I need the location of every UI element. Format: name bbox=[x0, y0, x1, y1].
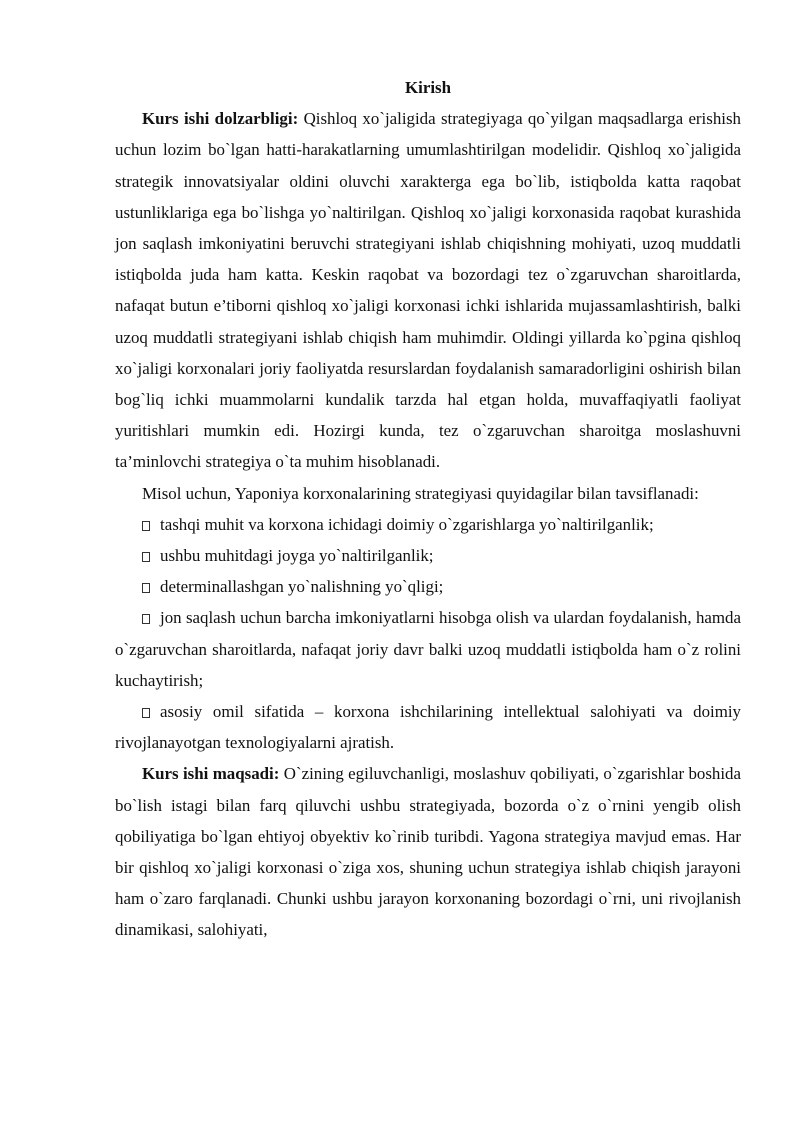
page-title: Kirish bbox=[405, 78, 451, 97]
list-item bbox=[115, 571, 741, 602]
list-item-text: asosiy omil sifatida – korxona ishchilarining intellektual salohiyati va doimiy rivojlanayotgan texnologiyalarni ajratish. bbox=[115, 702, 741, 753]
list-item bbox=[115, 602, 741, 696]
relevance-heading: Kurs ishi dolzarbligi: bbox=[142, 109, 299, 129]
list-item-text: jon saqlash uchun barcha imkoniyatlarni hisobga olish va ulardan foydalanish, hamda o`zgaruvchan sharoitlarda, nafaqat joriy davr balki uzoq muddatli istiqbolda ham o`z rolini kuchaytirish; bbox=[115, 608, 741, 690]
list-item-text: tashqi muhit va korxona ichidagi doimiy o`zgarishlarga yo`naltirilganlik; bbox=[160, 514, 654, 534]
list-item bbox=[115, 509, 741, 540]
paragraph-goal bbox=[115, 758, 741, 945]
bullet-icon bbox=[142, 614, 150, 624]
goal-heading: Kurs ishi maqsadi: bbox=[142, 764, 280, 784]
list-item-text: determinallashgan yo`nalishning yo`qligi; bbox=[160, 577, 444, 597]
paragraph-relevance bbox=[115, 103, 741, 477]
list-item bbox=[115, 540, 741, 571]
relevance-text: Qishloq xo`jaligida strategiyaga qo`yilgan maqsadlarga erishish uchun lozim bo`lgan hatti-harakatlarning umumlashtirilgan modelidir. Qishloq xo`jaligida strategik innovatsiyalar oldini oluvchi xarakterga ega bo`lib, istiqbolda katta raqobat ustunliklariga ega bo`lishga yo`naltirilgan. Qishloq xo`jaligi korxonasida raqobat kurashida jon saqlash imkoniyatini beruvchi strategiyani ishlab chiqishning mohiyati, uzoq muddatli istiqbolda juda ham katta. Keskin raqobat va bozordagi tez o`zgaruvchan sharoitlarda, nafaqat butun e’tiborni qishloq xo`jaligi korxonasi ichki ishlarida mujassamlashtirish, balki uzoq muddatli strategiyani ishlab chiqish ham muhimdir. Oldingi yillarda ko`pgina qishloq xo`jaligi korxonalari joriy faoliyatda resurslardan foydalanish samaradorligini oshirish bilan bog`liq ichki muammolarni kundalik tarzda hal etgan holda, muvaffaqiyatli faoliyat yuritishlari mumkin edi. Hozirgi kunda, tez o`zgaruvchan sharoitga moslashuvni ta’minlovchi strategiya o`ta muhim hisoblanadi. bbox=[115, 109, 741, 472]
list-item-text: ushbu muhitdagi joyga yo`naltirilganlik; bbox=[160, 546, 434, 566]
paragraph-example: Misol uchun, Yaponiya korxonalarining strategiyasi quyidagilar bilan tavsiflanadi: bbox=[142, 483, 699, 503]
list-item bbox=[115, 696, 741, 758]
goal-text: O`zining egiluvchanligi, moslashuv qobiliyati, o`zgarishlar boshida bo`lish istagi bilan farq qiluvchi ushbu strategiyada, bozorda o`z o`rnini yengib olish qobiliyatiga bo`lgan ehtiyoj obyektiv ko`rinib turibdi. Yagona strategiya mavjud emas. Har bir qishloq xo`jaligi korxonasi o`ziga xos, shuning uchun strategiya ishlab chiqish jarayoni ham o`zaro farqlanadi. Chunki ushbu jarayon korxonaning bozordagi o`rni, uni rivojlanish dinamikasi, salohiyati, bbox=[115, 764, 741, 940]
bullet-icon bbox=[142, 521, 150, 531]
document-page bbox=[115, 72, 741, 946]
bullet-icon bbox=[142, 708, 150, 718]
bullet-icon bbox=[142, 552, 150, 562]
bullet-icon bbox=[142, 583, 150, 593]
